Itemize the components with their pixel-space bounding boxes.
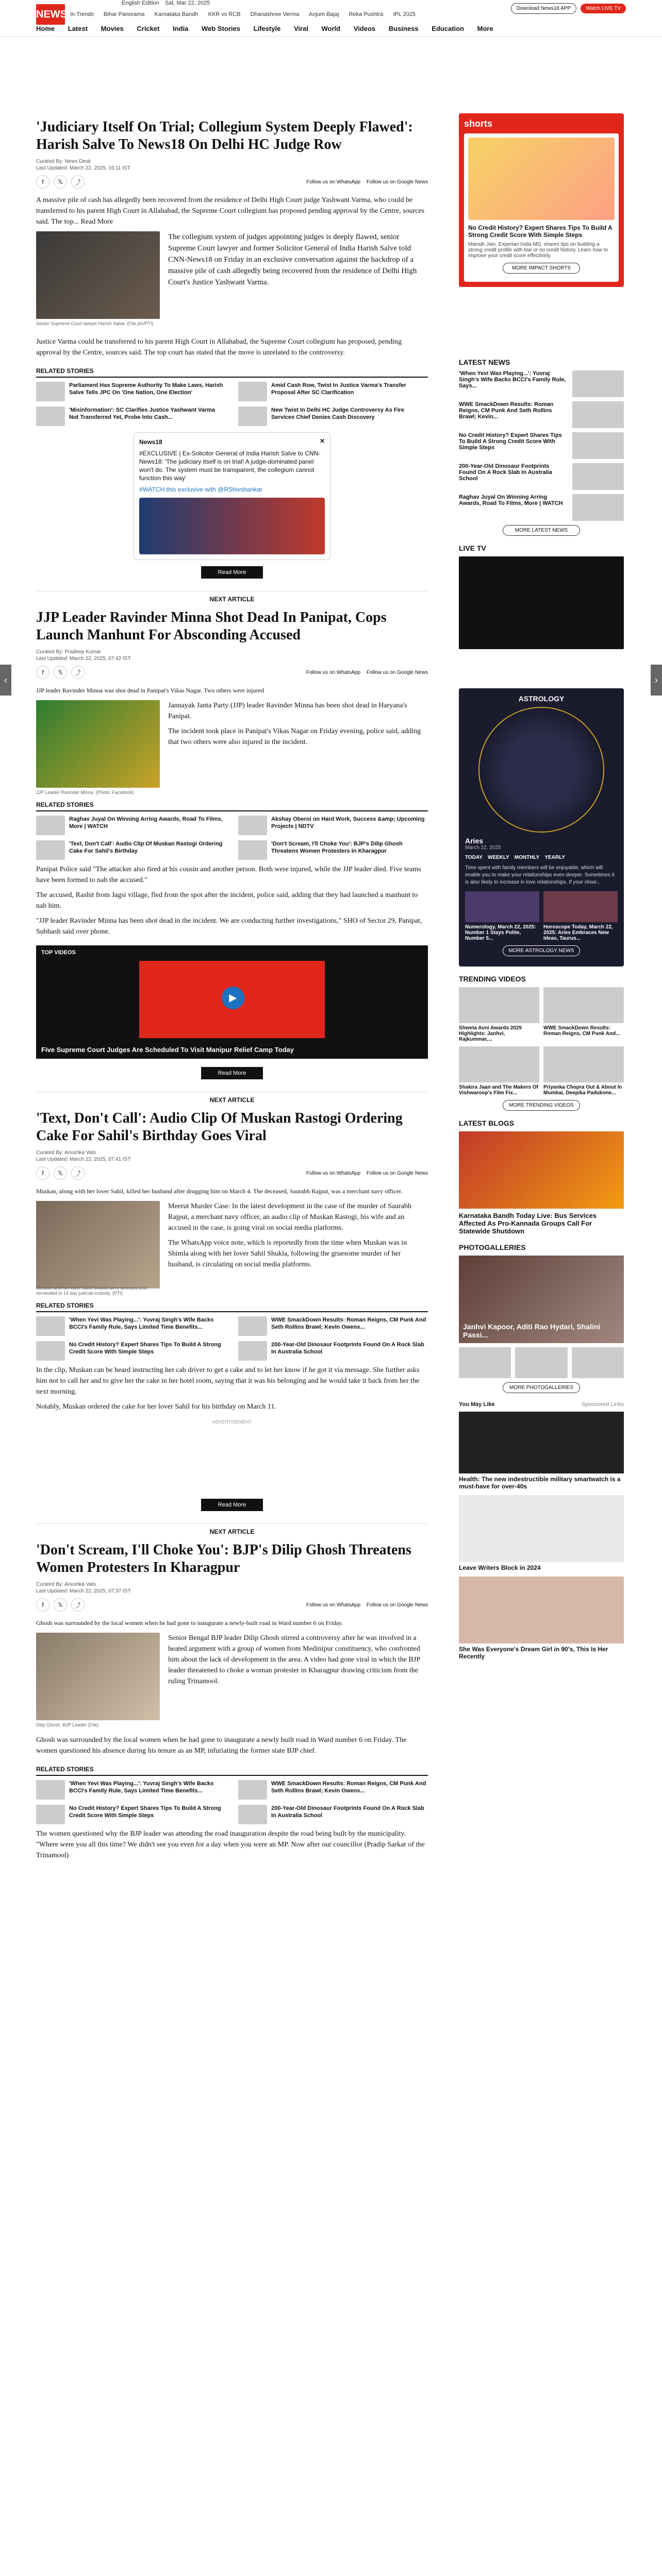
facebook-icon[interactable]: f bbox=[36, 1598, 49, 1612]
nav-item-more[interactable]: More bbox=[477, 25, 493, 32]
article-paragraph: The accused, Rashit from Jagsi village, fled from the spot after the incident, police said, adding that they had launched a manhunt to nab him. bbox=[36, 891, 418, 910]
related-item-title: No Credit History? Expert Shares Tips To Build A Strong Credit Score With Simple Steps bbox=[69, 1342, 221, 1355]
astro-card-image bbox=[543, 891, 618, 922]
follow-links bbox=[306, 1602, 428, 1608]
related-item[interactable] bbox=[36, 382, 226, 401]
more-shorts-button[interactable]: MORE IMPACT SHORTS bbox=[503, 263, 580, 274]
photo-title: Janhvi Kapoor, Aditi Rao Hydari, Shalini Passi... bbox=[463, 1323, 601, 1339]
nav-item-cricket[interactable]: Cricket bbox=[137, 25, 160, 32]
read-more-button[interactable]: Read More bbox=[201, 1067, 263, 1079]
article bbox=[36, 1110, 428, 1511]
ad-slot bbox=[459, 41, 624, 113]
shorts-card-text: Mansih Jain, Experian India MD, shares tips on building a strong credit profile with low or no credit history. Learn how to improve your credit score effectively. bbox=[468, 242, 608, 259]
tab-today[interactable]: TODAY bbox=[465, 855, 483, 860]
share-bar bbox=[36, 1166, 428, 1180]
article-paragraph: Jannayak Janta Party (JJP) leader Ravinder Minna has been shot dead in Haryana's Panipat. bbox=[168, 702, 407, 720]
related-item-title: 'Text, Don't Call': Audio Clip Of Muskan Rastogi Ordering Cake For Sahil's Birthday bbox=[69, 841, 223, 854]
follow-google-link[interactable]: Follow us on Google News bbox=[367, 1602, 428, 1608]
blog-title[interactable]: Karnataka Bandh Today Live: Bus Services Affected As Pro-Kannada Groups Call For Statewide Shutdown bbox=[459, 1212, 597, 1235]
astro-card[interactable] bbox=[543, 891, 618, 941]
sponsored-item[interactable] bbox=[459, 1495, 624, 1571]
sponsored-item[interactable] bbox=[459, 1577, 624, 1660]
shorts-card-image bbox=[468, 138, 615, 220]
related-thumb bbox=[36, 382, 65, 401]
article-paragraph: Ghosh was surrounded by the local women when he had gone to inaugurate a newly built road in Ward number 6 on Friday. The women questioned his absence during his tenure as an MP, infuriating the former state BJP chief. bbox=[36, 1736, 407, 1755]
related-item-title: 'When Yevi Was Playing...': Yuvraj Singh's Wife Backs BCCI's Family Rule, Says Limited Time Benefits... bbox=[69, 1317, 214, 1330]
share-icon[interactable]: ⤴ bbox=[71, 1598, 85, 1612]
article-title: 'Don't Scream, I'll Choke You': BJP's Dilip Ghosh Threatens Women Protesters In Kharagpur bbox=[36, 1542, 411, 1575]
facebook-icon[interactable]: f bbox=[36, 666, 49, 679]
latest-news-thumb bbox=[572, 370, 624, 397]
article-lead: Muskan, along with her lover Sahil, killed her husband after drugging him on March 4. The deceased, Saurabh Rajput, was a merchant navy officer. bbox=[36, 1188, 403, 1195]
video-title: Five Supreme Court Judges Are Scheduled To Visit Manipur Relief Camp Today bbox=[41, 1046, 294, 1054]
related-item-title: No Credit History? Expert Shares Tips To Build A Strong Credit Score With Simple Steps bbox=[69, 1805, 221, 1819]
sponsored-item[interactable] bbox=[459, 1412, 624, 1490]
video-thumb bbox=[543, 1046, 624, 1082]
aries-date: March 22, 2025 bbox=[465, 845, 501, 851]
trending-item[interactable]: Anjum Bajaj bbox=[308, 11, 339, 18]
next-article-divider: NEXT ARTICLE bbox=[36, 1092, 428, 1104]
nav-item-world[interactable]: World bbox=[321, 25, 341, 32]
related-item[interactable] bbox=[238, 406, 428, 426]
nav-item-business[interactable]: Business bbox=[388, 25, 419, 32]
photogalleries-widget bbox=[459, 1243, 624, 1393]
shorts-card[interactable] bbox=[464, 133, 619, 282]
main-column bbox=[36, 41, 428, 1865]
zodiac-wheel[interactable] bbox=[478, 707, 604, 833]
photogalleries-heading: PHOTOGALLERIES bbox=[459, 1243, 526, 1251]
related-item[interactable] bbox=[238, 816, 428, 835]
related-heading: RELATED STORIES bbox=[36, 1302, 428, 1312]
shorts-title: shorts bbox=[464, 118, 493, 129]
latest-blogs-widget bbox=[459, 1119, 624, 1235]
related-item-title: 'Don't Scream, I'll Choke You': BJP's Dilip Ghosh Threatens Women Protesters In Kharagpur bbox=[271, 841, 403, 854]
related-item-title: WWE SmackDown Results: Roman Reigns, CM Punk And Seth Rollins Brawl; Kevin Owens... bbox=[271, 1317, 426, 1330]
news18-logo[interactable]: NEWS 18 bbox=[36, 4, 65, 25]
article-paragraph: The incident took place in Panipat's Vikas Nagar on Friday evening, police said, adding that two others were also injured in the incident. bbox=[168, 727, 421, 746]
nav-item-web-stories[interactable]: Web Stories bbox=[202, 25, 240, 32]
article-paragraph: Justice Varma could be transferred to his parent High Court in Allahabad, the Supreme Court collegium has proposed, pending approval by the Centre, sources said. The top court has stated that the move is unrelated to the controversy. bbox=[36, 338, 402, 357]
ad-title: She Was Everyone's Dream Girl in 90's, This Is Her Recently bbox=[459, 1646, 608, 1660]
nav-item-home[interactable]: Home bbox=[36, 25, 55, 32]
article bbox=[36, 118, 428, 579]
related-item-title: 200-Year-Old Dinosaur Footprints Found On A Rock Slab In Australia School bbox=[271, 1805, 424, 1819]
related-thumb bbox=[36, 816, 65, 835]
follow-links bbox=[306, 670, 428, 675]
you-may-like-heading: You May Like bbox=[459, 1401, 495, 1408]
article-paragraph: The women questioned why the BJP leader was attending the road inauguration despite the road being built by the municipality. "Where were you all this time? We didn't see you even for a day when you were an MP. Now after our councillor (Pradip Sarkar of the Trinamool) bbox=[36, 1830, 425, 1859]
latest-news-item[interactable]: 'When Yevi Was Playing...': Yuvraj Singh's Wife Backs BCCI's Family Rule, Says... bbox=[459, 370, 566, 389]
byline[interactable]: Curated By: Pradeep Kumar bbox=[36, 649, 101, 655]
nav-item-latest[interactable]: Latest bbox=[68, 25, 88, 32]
video-caption: Shweta Avni Awards 2025 Highlights: Janhvi, Rajkummar,... bbox=[459, 1025, 522, 1042]
latest-news-thumb bbox=[572, 494, 624, 521]
related-stories bbox=[36, 816, 428, 860]
related-item-title: Amid Cash Row, Twist In Justice Varma's Transfer Proposal After SC Clarification bbox=[271, 382, 406, 396]
related-item-title: Akshay Oberoi on Hard Work, Success &amp; Upcoming Projects | NDTV bbox=[271, 816, 425, 829]
follow-google-link[interactable]: Follow us on Google News bbox=[367, 1170, 428, 1176]
edition-selector[interactable] bbox=[122, 0, 210, 6]
follow-whatsapp-link[interactable]: Follow us on WhatsApp bbox=[306, 1602, 361, 1608]
related-thumb bbox=[238, 1780, 267, 1800]
video-thumb bbox=[459, 1046, 539, 1082]
article-title: 'Text, Don't Call': Audio Clip Of Muskan Rastogi Ordering Cake For Sahil's Birthday Goes Viral bbox=[36, 1110, 403, 1144]
nav-item-india[interactable]: India bbox=[173, 25, 189, 32]
article bbox=[36, 609, 428, 1079]
related-thumb bbox=[238, 840, 267, 860]
article-image bbox=[36, 700, 160, 795]
last-updated: Last Updated: March 22, 2025, 07:42 IST bbox=[36, 656, 131, 662]
image-caption: Dilip Ghosh, BJP Leader (File) bbox=[36, 1722, 99, 1727]
related-item-title: New Twist In Delhi HC Judge Controversy As Fire Services Chief Denies Cash Discovery bbox=[271, 407, 404, 420]
tab-yearly[interactable]: YEARLY bbox=[544, 855, 565, 860]
article-paragraph: Senior Bengal BJP leader Dilip Ghosh stirred a controversy after he was involved in a heated argument with a group of women from Medinipur constituency, who confronted him about the lack of development in the area. A video had gone viral in which the BJP leader threatened to choke a woman protester in Kharagpur drawing criticism from the ruling Trinamool. bbox=[168, 1634, 420, 1685]
trending-video-item[interactable] bbox=[543, 1046, 624, 1096]
astrology-heading: ASTROLOGY bbox=[518, 694, 565, 703]
close-icon[interactable]: ✕ bbox=[319, 437, 325, 445]
tweet-text: #EXCLUSIVE | Ex-Solicitor General of India Harish Salve to CNN-News18: 'The judiciary itself is on trial! A judge-dominated panel won't do. The system must be transparent, the collegium cannot function this way' bbox=[139, 450, 321, 482]
live-tv-widget bbox=[459, 544, 624, 649]
astro-card-image bbox=[465, 891, 539, 922]
ad-title: Health: The new indestructible military smartwatch is a must-have for over-40s bbox=[459, 1476, 621, 1490]
video-thumb bbox=[543, 987, 624, 1023]
shorts-card-title: No Credit History? Expert Shares Tips To Build A Strong Credit Score With Simple Steps bbox=[468, 224, 613, 239]
play-icon[interactable]: ▶ bbox=[222, 987, 244, 1009]
photo-feature[interactable] bbox=[459, 1256, 624, 1343]
aries-label: Aries bbox=[465, 837, 484, 845]
follow-whatsapp-link[interactable]: Follow us on WhatsApp bbox=[306, 669, 361, 675]
astro-text: Time spent with family members will be enjoyable, which will enable you to make your relationships even deeper. Sometimes it is also likely to increase in love relationships. If your close... bbox=[465, 865, 615, 885]
latest-news-list bbox=[459, 370, 624, 521]
sponsored-label: Sponsored Links bbox=[582, 1401, 624, 1408]
astro-card[interactable] bbox=[465, 891, 539, 941]
nav-item-lifestyle[interactable]: Lifestyle bbox=[253, 25, 281, 32]
follow-google-link[interactable]: Follow us on Google News bbox=[367, 179, 428, 185]
related-item-title: 'When Yevi Was Playing...': Yuvraj Singh's Wife Backs BCCI's Family Rule, Says Limited Time Benefits... bbox=[69, 1781, 214, 1794]
ad-image bbox=[459, 1412, 624, 1473]
latest-news-thumb bbox=[572, 463, 624, 490]
related-item[interactable] bbox=[36, 816, 226, 835]
astro-card-title: Horoscope Today, March 22, 2025: Aries Embraces New Ideas, Taurus... bbox=[543, 924, 613, 941]
trending-video-item[interactable] bbox=[543, 987, 624, 1042]
trending-item[interactable]: Bihar Panorama bbox=[103, 11, 145, 18]
ad-slot bbox=[459, 657, 624, 688]
related-heading: RELATED STORIES bbox=[36, 1766, 428, 1776]
astrology-widget bbox=[459, 688, 624, 967]
related-item[interactable] bbox=[238, 840, 428, 860]
follow-whatsapp-link[interactable]: Follow us on WhatsApp bbox=[306, 179, 361, 185]
related-heading: RELATED STORIES bbox=[36, 367, 428, 378]
astro-card-title: Numerology, March 22, 2025: Number 1 Stays Polite, Number 5... bbox=[465, 924, 536, 941]
trending-item[interactable]: Reka Pushtra bbox=[349, 11, 384, 18]
related-item[interactable] bbox=[238, 1780, 428, 1800]
more-trending-videos-button[interactable]: MORE TRENDING VIDEOS bbox=[503, 1100, 580, 1111]
article-title: JJP Leader Ravinder Minna Shot Dead In Panipat, Cops Launch Manhunt For Absconding Accused bbox=[36, 609, 387, 643]
photo-thumb[interactable] bbox=[515, 1347, 567, 1378]
photo-thumb[interactable] bbox=[459, 1347, 511, 1378]
next-article-divider: NEXT ARTICLE bbox=[36, 1523, 428, 1535]
latest-news-item[interactable]: Raghav Juyal On Winning Arring Awards, Road To Films, More | WATCH bbox=[459, 494, 563, 506]
x-icon[interactable]: 𝕏 bbox=[54, 666, 67, 679]
tweet-footer: #WATCH this exclusive with @RShivshankar bbox=[139, 486, 262, 493]
trending-item[interactable]: In Trends bbox=[70, 11, 94, 18]
latest-news-thumb bbox=[572, 401, 624, 428]
article-lead: JJP leader Ravinder Minna was shot dead in Panipat's Vikas Nagar. Two others were injured bbox=[36, 687, 264, 694]
latest-news-widget bbox=[459, 358, 624, 536]
ad-image bbox=[459, 1495, 624, 1562]
astro-tabs bbox=[465, 855, 618, 860]
follow-whatsapp-link[interactable]: Follow us on WhatsApp bbox=[306, 1170, 361, 1176]
article-paragraph: Panipat Police said "The attacker also fired at his cousin and another person. Both were injured, while the JJP leader died. Five teams have been formed to nab the accused." bbox=[36, 866, 421, 884]
tab-weekly[interactable]: WEEKLY bbox=[487, 855, 509, 860]
related-item[interactable] bbox=[36, 1805, 226, 1824]
advertisement-label: ADVERTISEMENT bbox=[212, 1419, 252, 1425]
related-item[interactable] bbox=[238, 1805, 428, 1824]
related-thumb bbox=[238, 406, 267, 426]
image-caption: Muskan and her lover Sahil Shukla were arrested and remanded to 14 day judicial custody. (PTI) bbox=[36, 1285, 147, 1296]
prev-article-arrow[interactable]: ‹ bbox=[0, 665, 11, 696]
last-updated: Last Updated: March 22, 2025, 07:37 IST bbox=[36, 1588, 131, 1594]
related-thumb bbox=[36, 406, 65, 426]
article-image bbox=[36, 1633, 160, 1727]
x-icon[interactable]: 𝕏 bbox=[54, 175, 67, 189]
related-item[interactable] bbox=[36, 1316, 226, 1336]
ad-image bbox=[459, 1577, 624, 1643]
related-thumb bbox=[238, 816, 267, 835]
last-updated: Last Updated: March 22, 2025, 16:11 IST bbox=[36, 165, 130, 171]
photo-thumb[interactable] bbox=[572, 1347, 624, 1378]
trending-item[interactable]: KKR vs RCB bbox=[208, 11, 241, 18]
related-heading: RELATED STORIES bbox=[36, 801, 428, 811]
trending-item[interactable]: Karnataka Bandh bbox=[154, 11, 198, 18]
follow-google-link[interactable]: Follow us on Google News bbox=[367, 669, 428, 675]
share-bar bbox=[36, 175, 428, 189]
latest-news-item[interactable]: WWE SmackDown Results: Roman Reigns, CM Punk And Seth Rollins Brawl; Kevin... bbox=[459, 401, 554, 420]
facebook-icon[interactable]: f bbox=[36, 1166, 49, 1180]
trending-item[interactable]: IPL 2025 bbox=[393, 11, 416, 18]
article-paragraph: "JJP leader Ravinder Minna has been shot dead in the incident. We are conducting further investigations," SHO of Sector 29, Panipat, Subhash said over phone. bbox=[36, 917, 422, 936]
article-title: 'Judiciary Itself On Trial; Collegium System Deeply Flawed': Harish Salve To News18 On Delhi HC Judge Row bbox=[36, 119, 413, 152]
embedded-tweet[interactable] bbox=[134, 432, 330, 560]
byline[interactable]: Curated By: Anushka Vats bbox=[36, 1150, 96, 1156]
related-item-title: WWE SmackDown Results: Roman Reigns, CM Punk And Seth Rollins Brawl; Kevin Owens... bbox=[271, 1781, 426, 1794]
live-tv-heading: LIVE TV bbox=[459, 544, 486, 552]
nav-item-education[interactable]: Education bbox=[432, 25, 465, 32]
latest-news-item[interactable]: No Credit History? Expert Shares Tips To Build A Strong Credit Score With Simple Steps bbox=[459, 432, 562, 451]
article-paragraph: The collegium system of judges appointing judges is deeply flawed, senior Supreme Court lawyer and former Solicitor General of India Harish Salve told CNN-News18 on Friday in an exclusive conversation against the backdrop of a massive pile of cash allegedly being recovered from the residence of Delhi High Court's Justice Yashwant Varma. bbox=[168, 233, 417, 286]
x-icon[interactable]: 𝕏 bbox=[54, 1166, 67, 1180]
last-updated: Last Updated: March 22, 2025, 07:41 IST bbox=[36, 1157, 131, 1162]
latest-news-thumb bbox=[572, 432, 624, 459]
byline[interactable]: Curated By: Anushka Vats bbox=[36, 1582, 96, 1587]
trending-videos-widget bbox=[459, 975, 624, 1111]
article-paragraph: In the clip, Muskan can be heard instructing her cab driver to get a cake and to let her know if he got it via message. She further asks him not to call her and to give her the cake in her hotel room, saying that it was his belonging and he would take it back from her the next morning. bbox=[36, 1366, 420, 1396]
related-item[interactable] bbox=[238, 1341, 428, 1361]
tweet-handle: News18 bbox=[139, 438, 162, 446]
top-videos-player[interactable] bbox=[36, 945, 428, 1059]
related-item-title: Parliament Has Supreme Authority To Make Laws, Harish Salve Tells JPC On 'One Nation, One Election' bbox=[69, 382, 223, 396]
related-item[interactable] bbox=[36, 1780, 226, 1800]
trending-topics bbox=[70, 11, 424, 18]
article-paragraph: The WhatsApp voice note, which is reportedly from the time when Muskan was in Shimla along with her lover Sahil Shukla, following the gruesome murder of her husband, is circulating on social media platforms. bbox=[168, 1239, 407, 1268]
related-item-title: Raghav Juyal On Winning Arring Awards, Road To Films, More | WATCH bbox=[69, 816, 223, 829]
byline[interactable]: Curated By: News Desk bbox=[36, 159, 91, 164]
share-bar bbox=[36, 1598, 428, 1612]
share-icon[interactable]: ⤴ bbox=[71, 666, 85, 679]
edition-label[interactable]: English Edition bbox=[122, 0, 159, 6]
latest-news-heading: LATEST NEWS bbox=[459, 358, 510, 366]
related-thumb bbox=[36, 1805, 65, 1824]
header-actions bbox=[511, 3, 626, 14]
nav-item-videos[interactable]: Videos bbox=[353, 25, 376, 32]
ad-slot bbox=[459, 295, 624, 352]
follow-links bbox=[306, 179, 428, 185]
article-image bbox=[36, 231, 160, 326]
watch-live-button[interactable]: Watch LIVE TV bbox=[581, 4, 626, 13]
ad-title: Leave Writers Block in 2024 bbox=[459, 1564, 541, 1571]
related-item[interactable] bbox=[238, 1316, 428, 1336]
next-article-divider: NEXT ARTICLE bbox=[36, 591, 428, 603]
related-item[interactable] bbox=[36, 840, 226, 860]
related-thumb bbox=[238, 1316, 267, 1336]
nav-item-viral[interactable]: Viral bbox=[293, 25, 308, 32]
related-thumb bbox=[36, 1341, 65, 1361]
related-item-title: 'Misinformation': SC Clarifies Justice Yashwant Varma Not Transferred Yet, Probe Into Cash... bbox=[69, 407, 216, 420]
video-caption: WWE SmackDown Results: Roman Reigns, CM Punk And... bbox=[543, 1025, 620, 1037]
latest-news-item[interactable]: 200-Year-Old Dinosaur Footprints Found On A Rock Slab In Australia School bbox=[459, 463, 552, 482]
article bbox=[36, 1541, 428, 1861]
related-thumb bbox=[36, 840, 65, 860]
tweet-media bbox=[139, 498, 325, 554]
tab-monthly[interactable]: MONTHLY bbox=[514, 855, 540, 860]
read-more-button[interactable]: Read More bbox=[201, 566, 263, 579]
related-thumb bbox=[36, 1780, 65, 1800]
read-more-button[interactable]: Read More bbox=[201, 1499, 263, 1511]
latest-blogs-heading: LATEST BLOGS bbox=[459, 1119, 515, 1127]
image-caption: Senior Supreme Court lawyer Harish Salve. (File pic/PTI) bbox=[36, 321, 154, 326]
video-thumb bbox=[459, 987, 539, 1023]
top-videos-label: TOP VIDEOS bbox=[41, 950, 76, 956]
more-latest-news-button[interactable]: MORE LATEST NEWS bbox=[503, 525, 580, 536]
facebook-icon[interactable]: f bbox=[36, 175, 49, 189]
follow-links bbox=[306, 1171, 428, 1176]
trending-video-item[interactable] bbox=[459, 987, 539, 1042]
article-paragraph: Meerut Murder Case: In the latest development in the case of the murder of Saurabh Rajput, a merchant navy officer, an audio clip of Muskan Rastogi, his wife and an accused in the case, is going viral on social media platforms. bbox=[168, 1202, 411, 1232]
share-icon[interactable]: ⤴ bbox=[71, 175, 85, 189]
related-item-title: 200-Year-Old Dinosaur Footprints Found On A Rock Slab In Australia School bbox=[271, 1342, 424, 1355]
download-app-button[interactable]: Download News18 APP bbox=[511, 3, 577, 14]
related-thumb bbox=[238, 1805, 267, 1824]
related-item[interactable] bbox=[36, 1341, 226, 1361]
related-thumb bbox=[238, 1341, 267, 1361]
ad-slot bbox=[36, 1432, 428, 1494]
trending-item[interactable]: Dhanashree Verma bbox=[250, 11, 300, 18]
related-thumb bbox=[238, 382, 267, 401]
you-may-like-widget bbox=[459, 1401, 624, 1660]
article-lead: A massive pile of cash has allegedly been recovered from the residence of Delhi High Court judge Yashwant Varma, who could be transferred to his parent High Court in Allahabad, the Supreme Court collegium has proposed pending approval by the Centre, sources said. The top... Read More bbox=[36, 196, 425, 226]
more-astrology-button[interactable]: MORE ASTROLOGY NEWS bbox=[503, 945, 580, 956]
blog-image[interactable] bbox=[459, 1131, 624, 1209]
x-icon[interactable]: 𝕏 bbox=[54, 1598, 67, 1612]
article-lead: Ghosh was surrounded by the local women when he had gone to inaugurate a newly-built road in Ward number 6 on Friday. bbox=[36, 1619, 343, 1626]
main-nav bbox=[36, 25, 505, 32]
related-stories bbox=[36, 1780, 428, 1824]
image-caption: JJP Leader Ravinder Minna. (Photo: Facebook) bbox=[36, 790, 134, 795]
site-header bbox=[0, 0, 662, 41]
next-article-arrow[interactable]: › bbox=[651, 665, 662, 696]
share-bar bbox=[36, 666, 428, 679]
article-image bbox=[36, 1201, 160, 1296]
related-stories bbox=[36, 382, 428, 426]
related-item[interactable] bbox=[36, 406, 226, 426]
trending-video-item[interactable] bbox=[459, 1046, 539, 1096]
related-item[interactable] bbox=[238, 382, 428, 401]
video-caption: Shakira Jaan and The Makers Of Vishwaroop's Film Fix... bbox=[459, 1084, 538, 1096]
nav-item-movies[interactable]: Movies bbox=[101, 25, 124, 32]
more-photogalleries-button[interactable]: MORE PHOTOGALLERIES bbox=[503, 1382, 580, 1393]
article-paragraph: Notably, Muskan ordered the cake for her lover Sahil for his birthday on March 11. bbox=[36, 1403, 276, 1411]
shorts-widget bbox=[459, 113, 624, 287]
trending-videos-grid bbox=[459, 987, 624, 1096]
video-caption: Priyanka Chopra Out & About In Mumbai, Deepika Padukone... bbox=[543, 1084, 622, 1096]
live-tv-player[interactable] bbox=[459, 556, 624, 649]
astro-cards bbox=[465, 891, 618, 941]
sidebar bbox=[459, 41, 624, 1668]
date-label: Sat, Mar 22, 2025 bbox=[164, 0, 210, 6]
photo-thumbs bbox=[459, 1347, 624, 1378]
related-thumb bbox=[36, 1316, 65, 1336]
related-stories bbox=[36, 1316, 428, 1361]
share-icon[interactable]: ⤴ bbox=[71, 1166, 85, 1180]
you-may-like-header bbox=[459, 1401, 624, 1408]
trending-videos-heading: TRENDING VIDEOS bbox=[459, 975, 526, 983]
